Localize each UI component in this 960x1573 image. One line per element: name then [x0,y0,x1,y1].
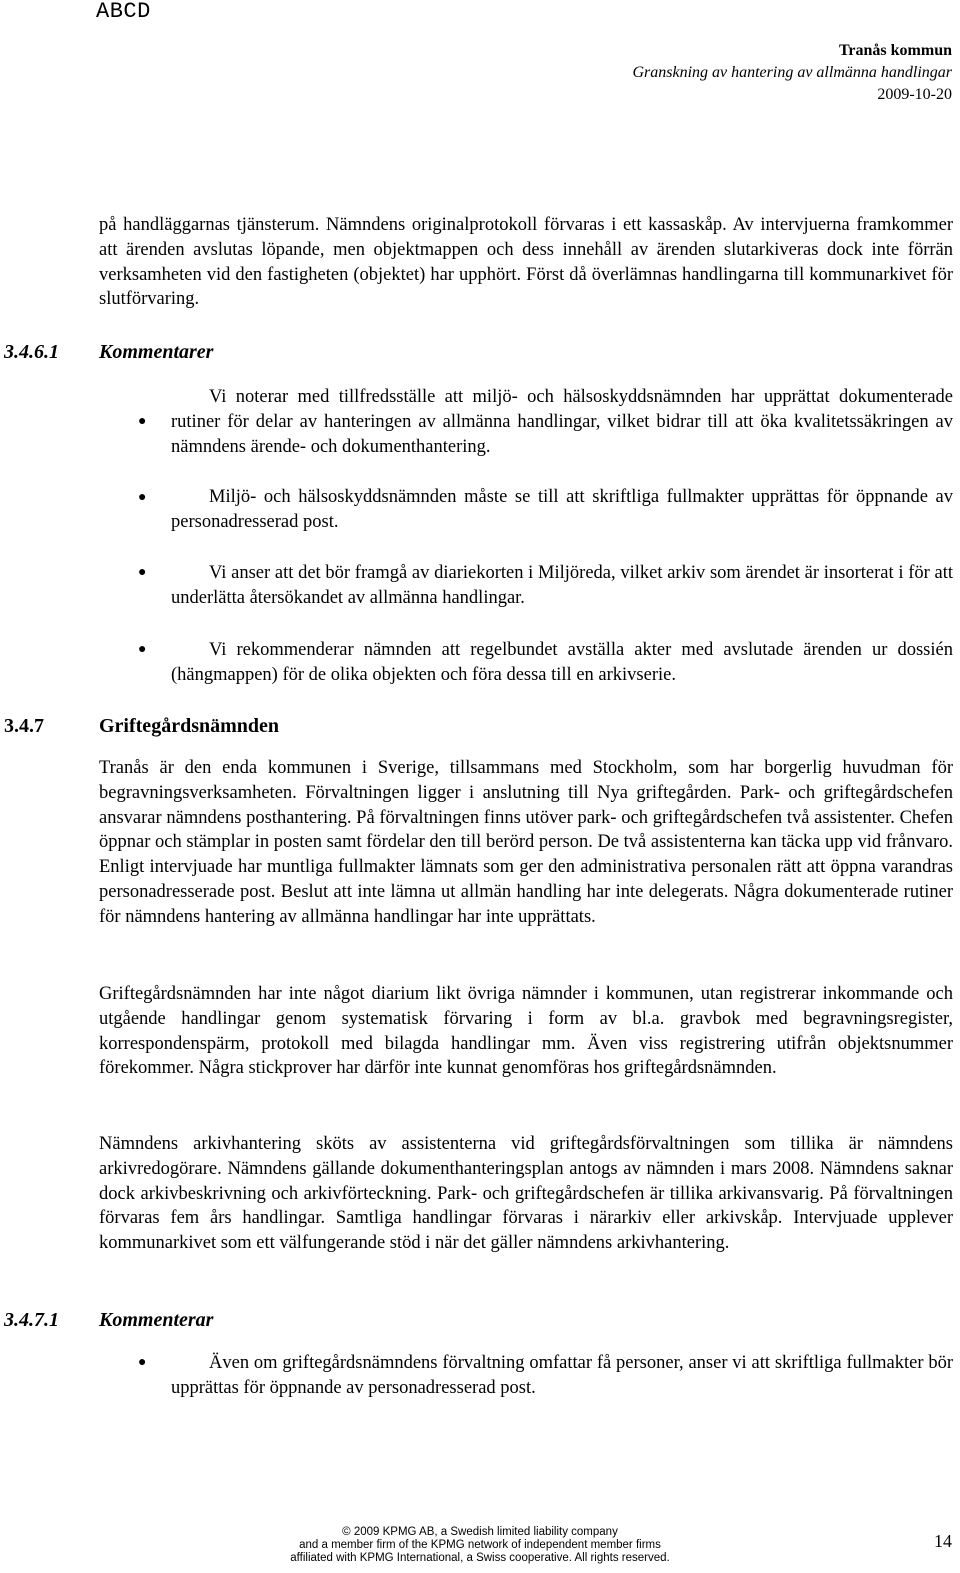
document-code: ABCD [96,0,151,24]
section-paragraph-3: Nämndens arkivhantering sköts av assistenterna vid griftegårdsförvaltningen som tillika är nämndens arkivredogörare. Nämndens gällande dokumenthanteringsplan antogs av nämnden i mars 2008. Nämndens saknar dock arkivbeskrivning och arkivförteckning. Park- och griftegårdschefen är tillika arkivansvarig. På förvaltningen förvaras fem års handlingar. Samtliga handlingar förvaras i närarkiv eller arkivskåp. Intervjuade upplever kommunarkivet som ett välfungerande stöd i när det gäller nämndens arkivhantering. [99,1134,953,1254]
intro-paragraph: på handläggarnas tjänsterum. Nämndens originalprotokoll förvaras i ett kassaskåp. Av intervjuerna framkommer att ärenden avslutas löpande, men objektmappen och dess innehåll av ärenden slutarkiveras dock inte förrän verksamheten vid den fastigheten (objektet) har upphört. Först då överlämnas handlingarna till kommunarkivet för slutförvaring. [99,215,953,310]
comment-bullet-2: Miljö- och hälsoskyddsnämnden måste se till att skriftliga fullmakter upprättas för öppnande av personadresserad post. [171,487,953,532]
comment-bullet-1: Vi noterar med tillfredsställe att miljö- och hälsoskyddsnämnden har upprättat dokumenterade rutiner för delar av hanteringen av allmänna handlingar, vilket bidrar till att öka kvalitetssäkringen av nämndens ärende- och dokumenthantering. [171,387,953,457]
footer-line-2: and a member firm of the KPMG network of independent member firms [299,1539,661,1551]
section-number: 3.4.7 [4,715,44,737]
bullet-marker: ● [138,565,147,580]
section-title: Griftegårdsnämnden [99,715,279,737]
bullet-marker: ● [138,642,147,657]
section-paragraph-1: Tranås är den enda kommunen i Sverige, tillsammans med Stockholm, som har borgerlig huvudman för begravningsverksamheten. Förvaltningen ligger i anslutning till Nya griftegården. Park- och griftegårdschefen ansvarar nämndens posthantering. På förvaltningen finns utöver park- och griftegårdschefen två assistenter. Chefen öppnar och stämplar in posten samt fördelar den till berörd person. De två assistenterna kan täcka upp vid frånvaro. Enligt intervjuade har muntliga fullmakter lämnats som ger den administrativa personalen rätt att öppna varandras personadresserade post. Beslut att inte lämna ut allmän handling har inte delegerats. Några dokumenterade rutiner för nämndens hantering av allmänna handlingar har inte upprättats. [99,758,953,927]
subsection-number: 3.4.6.1 [4,341,59,363]
page-number: 14 [934,1531,952,1551]
subsection-title: Kommenterar [99,1309,214,1331]
footer-line-1: © 2009 KPMG AB, a Swedish limited liability company [342,1526,618,1538]
bullet-marker: ● [138,414,147,429]
bullet-marker: ● [138,1355,147,1370]
header-organization: Tranås kommun [838,42,952,59]
subsection-number: 3.4.7.1 [4,1309,59,1331]
comment-bullet-3: Vi anser att det bör framgå av diariekorten i Miljöreda, vilket arkiv som ärendet är insorterat i för att underlätta återsökandet av allmänna handlingar. [171,563,953,608]
header-date: 2009-10-20 [877,86,952,103]
comment-bullet-5: Även om griftegårdsnämndens förvaltning omfattar få personer, anser vi att skriftliga fullmakter bör upprättas för öppnande av personadresserad post. [171,1353,953,1398]
footer-line-3: affiliated with KPMG International, a Swiss cooperative. All rights reserved. [290,1552,670,1564]
bullet-marker: ● [138,490,147,505]
subsection-title: Kommentarer [99,341,214,363]
header-document-title: Granskning av hantering av allmänna handlingar [632,64,952,81]
section-paragraph-2: Griftegårdsnämnden har inte något diarium likt övriga nämnder i kommunen, utan registrerar inkommande och utgående handlingar genom systematisk förvaring i form av bl.a. gravbok med begravningsregister, korrespondenspärm, protokoll med bilagda handlingar mm. Även viss registrering utifrån objektsnummer förekommer. Några stickprover har därför inte kunnat genomföras hos griftegårdsnämnden. [99,984,953,1079]
comment-bullet-4: Vi rekommenderar nämnden att regelbundet avställa akter med avslutade ärenden ur dossién (hängmappen) för de olika objekten och föra dessa till en arkivserie. [171,640,953,685]
